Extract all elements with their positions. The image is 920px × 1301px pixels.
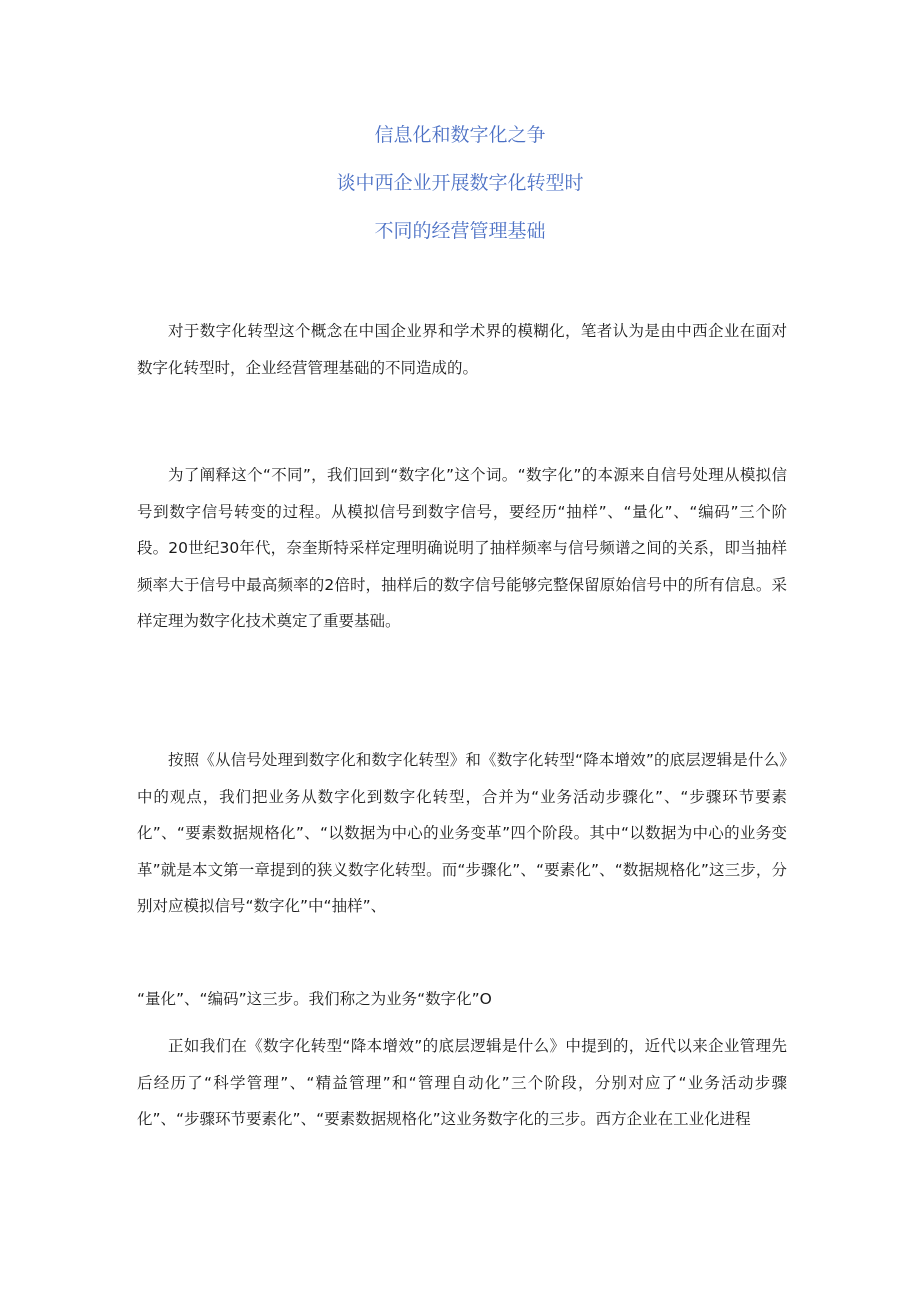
paragraph-4: “量化”、“编码”这三步。我们称之为业务“数字化”O — [137, 990, 492, 1008]
paragraph-3: 按照《从信号处理到数字化和数字化转型》和《数字化转型“降本增效”的底层逻辑是什么》中的观点，我们把业务从数字化到数字化转型，合并为“业务活动步骤化”、“步骤环节要素化”、“要素数据规格化”、“以数据为中心的业务变革”四个阶段。其中“以数据为中心的业务变革”就是本文第一章提到的狭义数字化转型。而“步骤化”、“要素化”、“数据规格化”这三步，分别对应模拟信号“数字化”中“抽样”、 — [137, 751, 787, 915]
paragraph-5: 正如我们在《数字化转型“降本增效”的底层逻辑是什么》中提到的，近代以来企业管理先后经历了“科学管理”、“精益管理”和“管理自动化”三个阶段，分别对应了“业务活动步骤化”、“步骤环节要素化”、“要素数据规格化”这业务数字化的三步。西方企业在工业化进程 — [137, 1037, 787, 1128]
title-line-1: 信息化和数字化之争 — [374, 124, 546, 146]
title-line-2: 谈中西企业开展数字化转型时 — [336, 172, 584, 194]
title-line-3: 不同的经营管理基础 — [374, 220, 546, 242]
document-title — [0, 118, 920, 262]
paragraph-1: 对于数字化转型这个概念在中国企业界和学术界的模糊化，笔者认为是由中西企业在面对数字化转型时，企业经营管理基础的不同造成的。 — [137, 322, 787, 377]
paragraph-2: 为了阐释这个“不同”，我们回到“数字化”这个词。“数字化”的本源来自信号处理从模拟信号到数字信号转变的过程。从模拟信号到数字信号，要经历“抽样”、“量化”、“编码”三个阶段。20世纪30年代，奈奎斯特采样定理明确说明了抽样频率与信号频谱之间的关系，即当抽样频率大于信号中最高频率的2倍时，抽样后的数字信号能够完整保留原始信号中的所有信息。采样定理为数字化技术奠定了重要基础。 — [137, 466, 787, 630]
